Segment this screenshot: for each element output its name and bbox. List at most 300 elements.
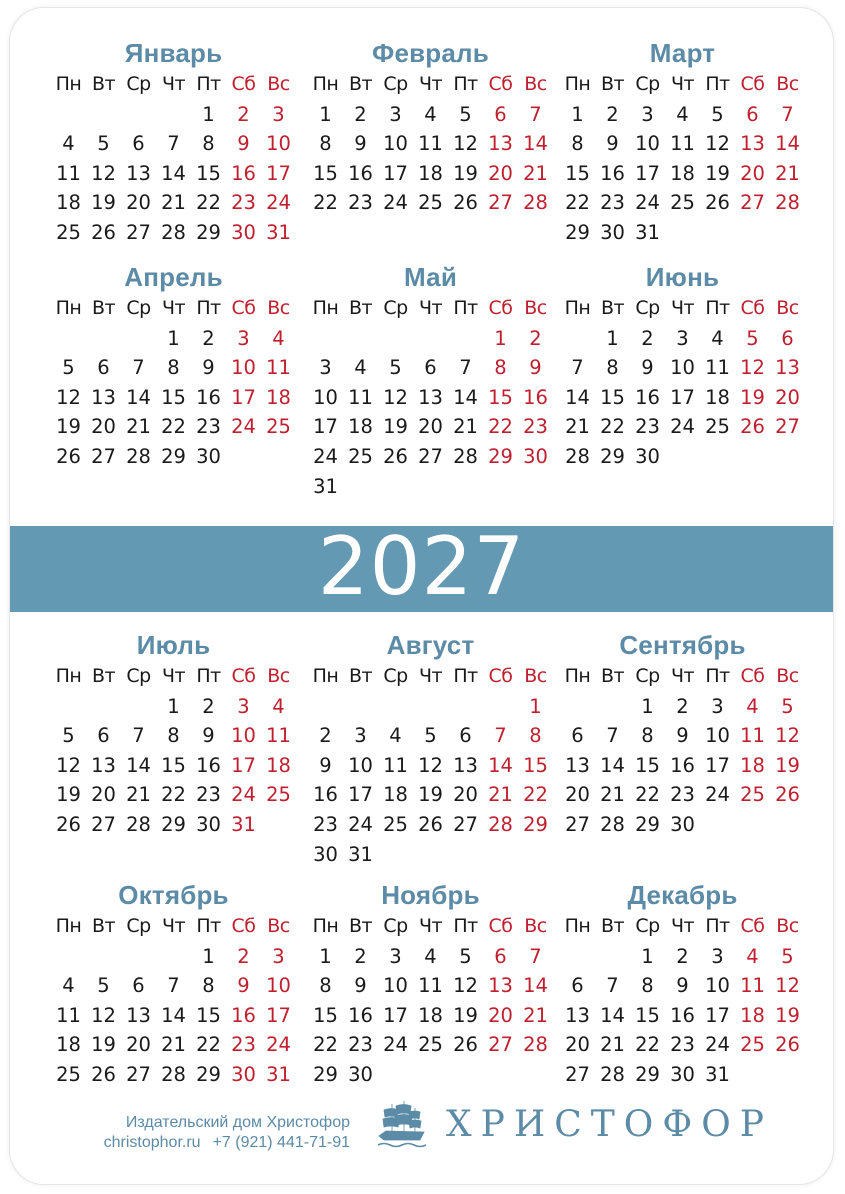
day-cell: 14 — [523, 132, 548, 156]
day-cell: 29 — [565, 220, 590, 244]
day-cell: 13 — [488, 974, 513, 998]
day-cell: 20 — [126, 1033, 151, 1057]
day-cell: 3 — [354, 724, 367, 748]
weekday-header: Чт — [418, 297, 443, 319]
brand-name: ХРИСТОФОР — [446, 1104, 773, 1145]
weekday-header: Пт — [453, 915, 478, 937]
day-cell: 11 — [418, 132, 443, 156]
day-cell: 11 — [266, 724, 291, 748]
day-cell: 25 — [348, 444, 373, 468]
day-cell: 16 — [600, 161, 625, 185]
day-cell: 24 — [705, 783, 730, 807]
day-cell: 10 — [266, 132, 291, 156]
day-cell: 27 — [126, 220, 151, 244]
day-cell: 23 — [670, 1033, 695, 1057]
weekday-header: Чт — [670, 665, 695, 687]
day-cell: 14 — [126, 385, 151, 409]
day-cell: 28 — [126, 812, 151, 836]
weekday-header: Вс — [267, 915, 290, 937]
weekday-header: Вт — [600, 297, 625, 319]
day-cell: 7 — [494, 724, 507, 748]
day-cell: 1 — [529, 694, 542, 718]
day-cell: 20 — [565, 1033, 590, 1057]
day-cell: 1 — [167, 326, 180, 350]
day-cell: 30 — [523, 444, 548, 468]
day-cell: 26 — [383, 444, 408, 468]
day-cell: 15 — [635, 753, 660, 777]
day-cell: 16 — [670, 1003, 695, 1027]
day-cell: 2 — [529, 326, 542, 350]
day-cell: 27 — [91, 812, 116, 836]
empty-cell — [86, 324, 121, 354]
day-cell: 31 — [705, 1062, 730, 1086]
day-cell: 8 — [319, 132, 332, 156]
publisher-name: Издательский дом Христофор — [125, 1114, 350, 1131]
day-cell: 8 — [571, 132, 584, 156]
day-cell: 5 — [459, 102, 472, 126]
day-cell: 10 — [231, 724, 256, 748]
day-cell: 5 — [389, 356, 402, 380]
day-cell: 4 — [746, 944, 759, 968]
day-cell: 5 — [424, 724, 437, 748]
day-cell: 23 — [196, 783, 221, 807]
day-cell: 29 — [313, 1062, 338, 1086]
day-cell: 10 — [670, 356, 695, 380]
empty-cell — [51, 942, 86, 972]
weekday-header: Сб — [740, 73, 765, 95]
day-cell: 20 — [488, 161, 513, 185]
month-block — [560, 878, 805, 1090]
day-cell: 5 — [62, 724, 75, 748]
day-cell: 19 — [56, 783, 81, 807]
day-cell: 7 — [571, 356, 584, 380]
day-cell: 12 — [91, 1003, 116, 1027]
day-cell: 21 — [126, 783, 151, 807]
day-cell: 3 — [272, 944, 285, 968]
day-cell: 4 — [746, 694, 759, 718]
month-name: Март — [649, 38, 716, 68]
day-cell: 18 — [383, 783, 408, 807]
day-cell: 17 — [348, 783, 373, 807]
day-cell: 30 — [670, 812, 695, 836]
day-cell: 15 — [196, 161, 221, 185]
day-cell: 31 — [313, 474, 338, 498]
day-cell: 13 — [565, 753, 590, 777]
day-cell: 30 — [635, 444, 660, 468]
day-cell: 14 — [161, 161, 186, 185]
weekday-header: Пн — [564, 297, 591, 319]
day-cell: 17 — [266, 161, 291, 185]
day-cell: 16 — [313, 783, 338, 807]
empty-cell — [121, 942, 156, 972]
day-cell: 31 — [635, 220, 660, 244]
weekday-header: Пт — [705, 297, 730, 319]
day-cell: 25 — [670, 191, 695, 215]
day-cell: 16 — [348, 1003, 373, 1027]
day-cell: 18 — [418, 1003, 443, 1027]
day-cell: 24 — [383, 1033, 408, 1057]
weekday-header: Пн — [55, 915, 82, 937]
day-cell: 8 — [202, 974, 215, 998]
weekday-header: Пт — [705, 915, 730, 937]
day-cell: 25 — [705, 415, 730, 439]
weekday-header: Вс — [776, 297, 799, 319]
day-cell: 14 — [523, 974, 548, 998]
publisher-info — [80, 1113, 350, 1153]
day-cell: 10 — [635, 132, 660, 156]
day-cell: 15 — [565, 161, 590, 185]
weekday-header: Вт — [91, 297, 116, 319]
day-cell: 28 — [161, 220, 186, 244]
day-cell: 18 — [670, 161, 695, 185]
weekday-header: Пт — [196, 665, 221, 687]
day-cell: 12 — [91, 161, 116, 185]
weekday-header: Вс — [524, 915, 547, 937]
day-cell: 31 — [266, 1062, 291, 1086]
weekday-header: Чт — [670, 73, 695, 95]
day-cell: 1 — [606, 326, 619, 350]
day-cell: 25 — [740, 1033, 765, 1057]
day-cell: 31 — [266, 220, 291, 244]
day-cell: 8 — [319, 974, 332, 998]
day-cell: 2 — [606, 102, 619, 126]
day-cell: 16 — [196, 753, 221, 777]
day-cell: 21 — [775, 161, 800, 185]
weekday-header: Ср — [383, 73, 408, 95]
day-cell: 1 — [202, 944, 215, 968]
day-cell: 12 — [740, 356, 765, 380]
day-cell: 10 — [705, 974, 730, 998]
empty-cell — [413, 324, 448, 354]
weekday-header: Ср — [126, 73, 151, 95]
weekday-header: Вт — [348, 73, 373, 95]
month-grid — [51, 912, 296, 1090]
day-cell: 20 — [418, 415, 443, 439]
weekday-header: Сб — [740, 915, 765, 937]
day-cell: 26 — [56, 444, 81, 468]
day-cell: 24 — [705, 1033, 730, 1057]
day-cell: 9 — [202, 724, 215, 748]
day-cell: 22 — [635, 1033, 660, 1057]
weekday-header: Пн — [564, 915, 591, 937]
day-cell: 9 — [319, 753, 332, 777]
month-block — [560, 36, 805, 248]
day-cell: 9 — [354, 974, 367, 998]
day-cell: 3 — [237, 326, 250, 350]
day-cell: 15 — [635, 1003, 660, 1027]
day-cell: 10 — [313, 385, 338, 409]
day-cell: 19 — [775, 753, 800, 777]
empty-cell — [343, 692, 378, 722]
day-cell: 25 — [266, 415, 291, 439]
weekday-header: Пт — [453, 297, 478, 319]
day-cell: 17 — [705, 1003, 730, 1027]
day-cell: 27 — [740, 191, 765, 215]
day-cell: 9 — [529, 356, 542, 380]
weekday-header: Сб — [488, 665, 513, 687]
day-cell: 21 — [600, 1033, 625, 1057]
day-cell: 24 — [635, 191, 660, 215]
day-cell: 2 — [641, 326, 654, 350]
month-block — [51, 628, 296, 840]
weekday-header: Чт — [161, 73, 186, 95]
day-cell: 30 — [196, 812, 221, 836]
day-cell: 14 — [126, 753, 151, 777]
day-cell: 14 — [488, 753, 513, 777]
day-cell: 6 — [459, 724, 472, 748]
day-cell: 31 — [231, 812, 256, 836]
day-cell: 3 — [641, 102, 654, 126]
day-cell: 6 — [571, 724, 584, 748]
day-cell: 27 — [775, 415, 800, 439]
day-cell: 13 — [418, 385, 443, 409]
weekday-header: Чт — [418, 73, 443, 95]
day-cell: 6 — [781, 326, 794, 350]
empty-cell — [560, 942, 595, 972]
day-cell: 20 — [488, 1003, 513, 1027]
day-cell: 9 — [202, 356, 215, 380]
month-name: Декабрь — [627, 880, 738, 910]
empty-cell — [51, 100, 86, 130]
day-cell: 13 — [453, 753, 478, 777]
day-cell: 7 — [606, 724, 619, 748]
day-cell: 6 — [494, 102, 507, 126]
empty-cell — [308, 692, 343, 722]
day-cell: 16 — [231, 1003, 256, 1027]
day-cell: 29 — [161, 444, 186, 468]
day-cell: 22 — [313, 191, 338, 215]
day-cell: 8 — [202, 132, 215, 156]
day-cell: 8 — [641, 974, 654, 998]
day-cell: 18 — [56, 191, 81, 215]
empty-cell — [560, 692, 595, 722]
weekday-header: Пт — [705, 665, 730, 687]
day-cell: 21 — [453, 415, 478, 439]
day-cell: 3 — [676, 326, 689, 350]
weekday-header: Вт — [600, 665, 625, 687]
day-cell: 12 — [775, 724, 800, 748]
weekday-header: Пт — [453, 73, 478, 95]
day-cell: 26 — [56, 812, 81, 836]
empty-cell — [86, 692, 121, 722]
weekday-header: Вс — [776, 915, 799, 937]
day-cell: 15 — [313, 161, 338, 185]
day-cell: 13 — [91, 753, 116, 777]
weekday-header: Чт — [161, 915, 186, 937]
day-cell: 30 — [313, 842, 338, 866]
day-cell: 20 — [453, 783, 478, 807]
day-cell: 10 — [266, 974, 291, 998]
day-cell: 9 — [641, 356, 654, 380]
day-cell: 11 — [740, 974, 765, 998]
day-cell: 18 — [418, 161, 443, 185]
day-cell: 9 — [606, 132, 619, 156]
weekday-header: Чт — [161, 665, 186, 687]
day-cell: 3 — [272, 102, 285, 126]
day-cell: 22 — [196, 1033, 221, 1057]
month-name: Февраль — [372, 38, 489, 68]
day-cell: 1 — [202, 102, 215, 126]
day-cell: 29 — [488, 444, 513, 468]
day-cell: 7 — [132, 724, 145, 748]
weekday-header: Сб — [231, 915, 256, 937]
day-cell: 17 — [635, 161, 660, 185]
day-cell: 22 — [523, 783, 548, 807]
day-cell: 5 — [97, 974, 110, 998]
day-cell: 11 — [266, 356, 291, 380]
day-cell: 29 — [523, 812, 548, 836]
day-cell: 17 — [383, 161, 408, 185]
weekday-header: Пн — [312, 915, 339, 937]
day-cell: 28 — [523, 1033, 548, 1057]
day-cell: 13 — [126, 1003, 151, 1027]
weekday-header: Пн — [312, 73, 339, 95]
empty-cell — [448, 692, 483, 722]
day-cell: 21 — [523, 1003, 548, 1027]
weekday-header: Вт — [348, 297, 373, 319]
day-cell: 9 — [237, 132, 250, 156]
day-cell: 3 — [711, 944, 724, 968]
weekday-header: Ср — [635, 73, 660, 95]
empty-cell — [51, 324, 86, 354]
empty-cell — [308, 324, 343, 354]
day-cell: 17 — [670, 385, 695, 409]
day-cell: 23 — [196, 415, 221, 439]
day-cell: 7 — [781, 102, 794, 126]
weekday-header: Ср — [126, 297, 151, 319]
weekday-header: Сб — [231, 73, 256, 95]
day-cell: 26 — [453, 1033, 478, 1057]
empty-cell — [121, 100, 156, 130]
month-name: Сентябрь — [619, 630, 746, 660]
day-cell: 12 — [453, 974, 478, 998]
day-cell: 7 — [167, 974, 180, 998]
weekday-header: Пн — [564, 665, 591, 687]
weekday-header: Вт — [91, 665, 116, 687]
day-cell: 17 — [705, 753, 730, 777]
month-block — [308, 36, 553, 218]
day-cell: 10 — [348, 753, 373, 777]
day-cell: 3 — [237, 694, 250, 718]
day-cell: 6 — [132, 974, 145, 998]
day-cell: 24 — [231, 783, 256, 807]
weekday-header: Вт — [91, 73, 116, 95]
weekday-header: Вс — [267, 297, 290, 319]
day-cell: 8 — [167, 356, 180, 380]
day-cell: 5 — [459, 944, 472, 968]
day-cell: 17 — [231, 385, 256, 409]
day-cell: 19 — [91, 1033, 116, 1057]
day-cell: 4 — [424, 944, 437, 968]
day-cell: 5 — [97, 132, 110, 156]
day-cell: 20 — [565, 783, 590, 807]
phone-number: +7 (921) 441-71-91 — [212, 1134, 350, 1151]
day-cell: 21 — [126, 415, 151, 439]
day-cell: 3 — [711, 694, 724, 718]
month-name: Январь — [124, 38, 223, 68]
day-cell: 16 — [196, 385, 221, 409]
weekday-header: Вс — [776, 73, 799, 95]
day-cell: 15 — [313, 1003, 338, 1027]
weekday-header: Пн — [55, 665, 82, 687]
weekday-header: Ср — [635, 915, 660, 937]
weekday-header: Сб — [488, 297, 513, 319]
month-grid — [560, 912, 805, 1090]
day-cell: 20 — [91, 415, 116, 439]
empty-cell — [595, 942, 630, 972]
month-grid — [51, 294, 296, 472]
day-cell: 6 — [97, 356, 110, 380]
weekday-header: Чт — [670, 915, 695, 937]
day-cell: 25 — [266, 783, 291, 807]
day-cell: 22 — [635, 783, 660, 807]
weekday-header: Пт — [196, 915, 221, 937]
day-cell: 2 — [354, 944, 367, 968]
day-cell: 23 — [231, 1033, 256, 1057]
day-cell: 30 — [196, 444, 221, 468]
day-cell: 28 — [161, 1062, 186, 1086]
day-cell: 1 — [641, 944, 654, 968]
day-cell: 14 — [600, 1003, 625, 1027]
weekday-header: Ср — [126, 915, 151, 937]
empty-cell — [413, 692, 448, 722]
month-grid — [308, 70, 553, 218]
day-cell: 12 — [56, 385, 81, 409]
day-cell: 28 — [488, 812, 513, 836]
day-cell: 7 — [529, 102, 542, 126]
month-block — [308, 260, 553, 501]
day-cell: 20 — [740, 161, 765, 185]
day-cell: 4 — [272, 694, 285, 718]
day-cell: 12 — [56, 753, 81, 777]
weekday-header: Пн — [312, 665, 339, 687]
weekday-header: Ср — [383, 297, 408, 319]
day-cell: 8 — [641, 724, 654, 748]
empty-cell — [121, 324, 156, 354]
day-cell: 12 — [383, 385, 408, 409]
empty-cell — [595, 692, 630, 722]
weekday-header: Ср — [126, 665, 151, 687]
day-cell: 15 — [488, 385, 513, 409]
day-cell: 28 — [775, 191, 800, 215]
day-cell: 10 — [383, 974, 408, 998]
weekday-header: Пт — [453, 665, 478, 687]
day-cell: 15 — [161, 753, 186, 777]
day-cell: 6 — [97, 724, 110, 748]
day-cell: 18 — [348, 415, 373, 439]
day-cell: 2 — [237, 944, 250, 968]
day-cell: 2 — [676, 694, 689, 718]
day-cell: 30 — [231, 220, 256, 244]
month-name: Октябрь — [118, 880, 229, 910]
weekday-header: Пт — [196, 297, 221, 319]
weekday-header: Вс — [524, 665, 547, 687]
empty-cell — [51, 692, 86, 722]
day-cell: 19 — [775, 1003, 800, 1027]
day-cell: 23 — [635, 415, 660, 439]
weekday-header: Чт — [161, 297, 186, 319]
day-cell: 27 — [565, 1062, 590, 1086]
day-cell: 12 — [453, 132, 478, 156]
day-cell: 14 — [600, 753, 625, 777]
website-link[interactable]: christophor.ru — [103, 1134, 201, 1151]
weekday-header: Ср — [635, 665, 660, 687]
month-grid — [308, 912, 553, 1090]
day-cell: 16 — [231, 161, 256, 185]
day-cell: 22 — [161, 415, 186, 439]
day-cell: 6 — [494, 944, 507, 968]
day-cell: 6 — [132, 132, 145, 156]
